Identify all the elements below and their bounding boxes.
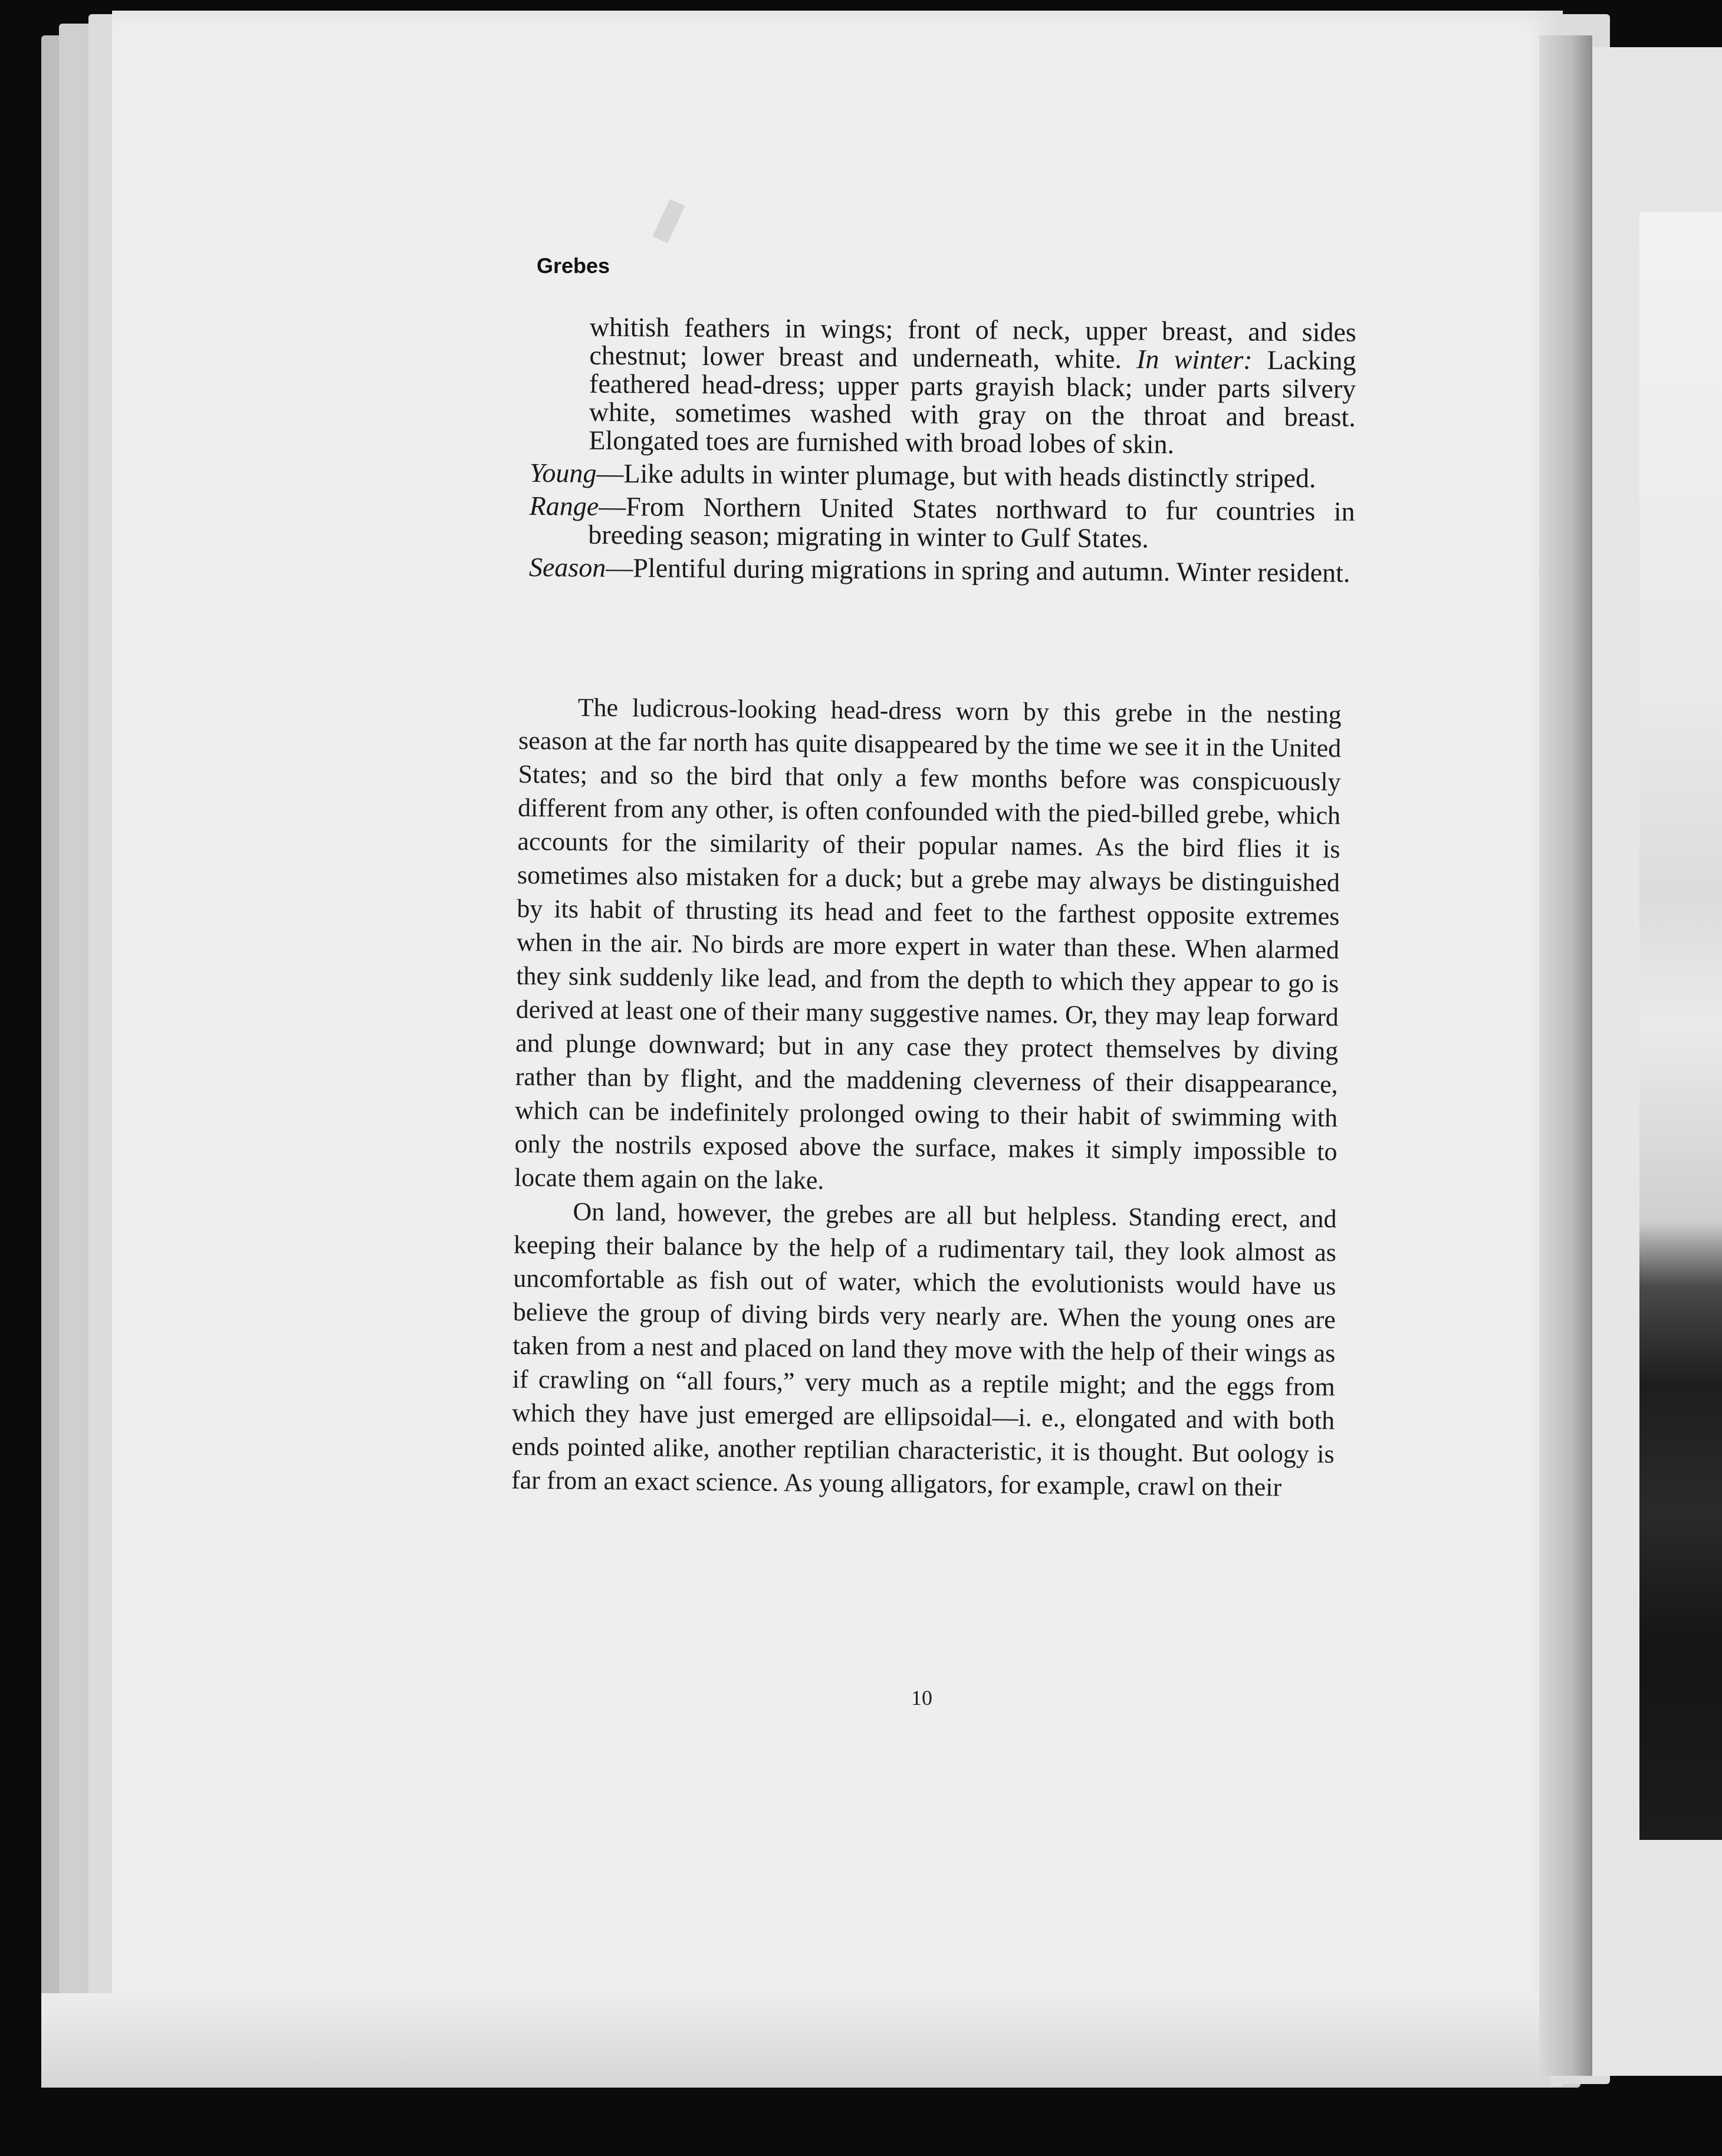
description-continued xyxy=(530,313,1356,460)
facing-photo-plate xyxy=(1639,212,1722,1840)
description-cont-text: whitish feathers in wings; front of neck, upper breast, and sides chestnut; lower breast and underneath, white. xyxy=(589,311,1356,374)
body-text xyxy=(511,690,1342,1504)
range-text: —From Northern United States northward to fur countries in breeding season; migrating in winter to Gulf States. xyxy=(588,491,1355,554)
species-description xyxy=(529,313,1356,592)
in-winter-text: Lacking feathered head-dress; upper parts grayish black; under parts silvery white, sometimes washed with gray on the throat and breast. Elongated toes are furnished with broad lobes of skin. xyxy=(589,344,1356,459)
season-label: Season xyxy=(528,551,606,583)
page-bottom-edge xyxy=(41,1993,1551,2088)
young-text: —Like adults in winter plumage, but with heads distinctly striped. xyxy=(596,458,1316,494)
range-entry xyxy=(529,492,1355,554)
season-entry xyxy=(529,553,1355,587)
body-paragraph-1: The ludicrous-looking head-dress worn by this grebe in the nesting season at the far north has quite disappeared by the time we see it in the United States; and so the bird that only a few months before was conspicuously different from any other, is often confounded with the pied-billed grebe, which accounts for the similarity of their popular names. As the bird flies it is sometimes also mistaken for a duck; but a grebe may always be distinguished by its habit of thrusting its head and feet to the farthest opposite extremes when in the air. No birds are more expert in water than these. When alarmed they sink suddenly like lead, and from the depth to which they appear to go is derived at least one of their many suggestive names. Or, they may leap forward and plunge downward; but in any case they protect themselves by diving rather than by flight, and the maddening cleverness of their disappearance, which can be indefinitely prolonged owing to their habit of swimming with only the nostrils exposed above the surface, makes it simply impossible to locate them again on the lake. xyxy=(514,692,1342,1195)
young-label: Young xyxy=(529,457,597,488)
young-entry xyxy=(530,459,1355,493)
book-gutter xyxy=(1539,35,1592,2076)
range-label: Range xyxy=(529,490,599,521)
running-head: Grebes xyxy=(537,254,610,278)
in-winter-label: In winter: xyxy=(1136,344,1253,375)
season-text: —Plentiful during migrations in spring and autumn. Winter resident. xyxy=(606,552,1350,588)
page-number: 10 xyxy=(911,1686,932,1710)
body-paragraph-2: On land, however, the grebes are all but helpless. Standing erect, and keeping their balance by the help of a rudimentary tail, they look almost as uncomfortable as fish out of water, which the evolutionists would have us believe the group of diving birds very nearly are. When the young ones are taken from a nest and placed on land they move with the help of their wings as if crawling on “all fours,” very much as a reptile might; and the eggs from which they have just emerged are ellipsoidal—i. e., elongated and with both ends pointed alike, another reptilian characteristic, it is thought. But oology is far from an exact science. As young alligators, for example, crawl on their xyxy=(511,1197,1337,1502)
